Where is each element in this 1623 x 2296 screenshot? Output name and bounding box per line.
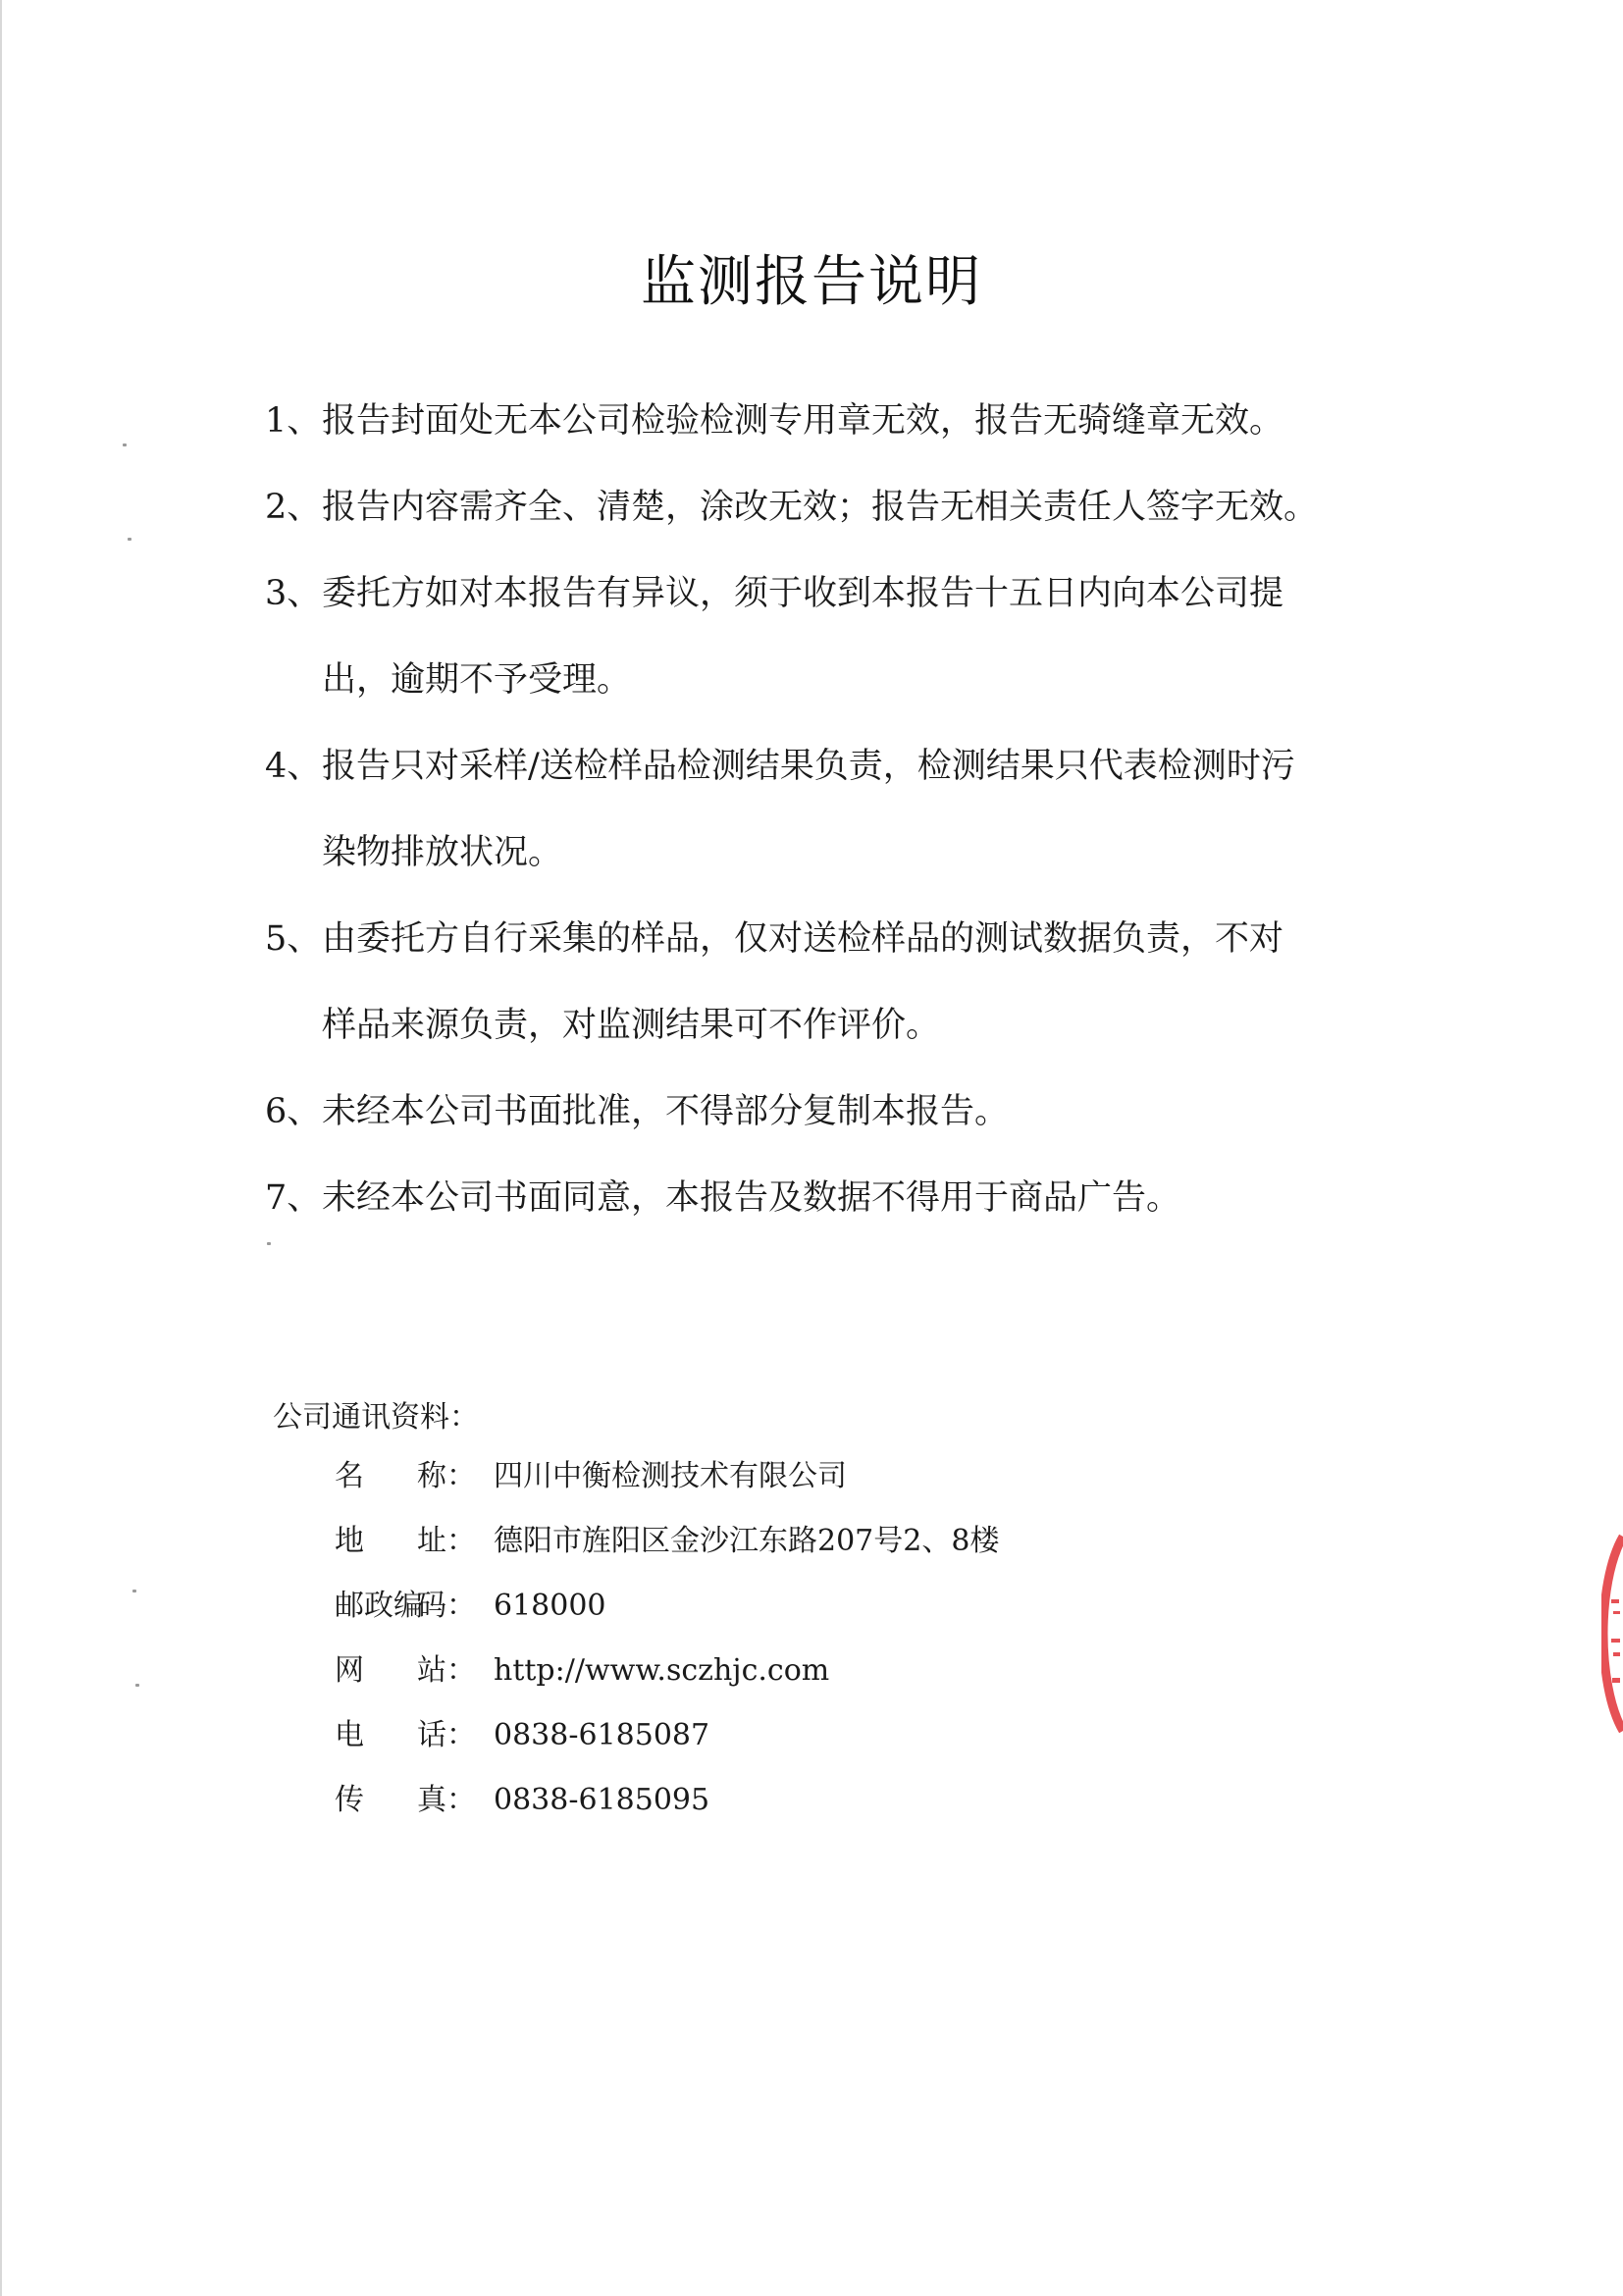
contact-row-phone xyxy=(273,1716,1254,1781)
contact-value-fax: 0838-6185095 xyxy=(494,1783,710,1817)
contact-value-address: 德阳市旌阳区金沙江东路207号2、8楼 xyxy=(494,1524,1000,1558)
contact-label-part: 名 xyxy=(335,1459,364,1493)
note-item xyxy=(265,464,1403,550)
note-item xyxy=(265,896,1403,1069)
note-item xyxy=(265,1155,1403,1241)
scan-speck xyxy=(132,1590,136,1592)
note-number: 7、 xyxy=(265,1178,322,1218)
contact-row-name xyxy=(273,1457,1254,1522)
page-title: 监测报告说明 xyxy=(641,249,982,314)
contact-label-part: 码： xyxy=(417,1589,476,1623)
contact-label-part: 电 xyxy=(335,1718,364,1752)
note-text: 委托方如对本报告有异议，须于收到本报告十五日内向本公司提 xyxy=(322,574,1284,613)
scan-speck xyxy=(267,1242,271,1245)
contact-label-part: 称： xyxy=(417,1459,476,1493)
note-number: 4、 xyxy=(265,747,322,786)
contact-label-part: 传 xyxy=(335,1783,364,1817)
note-item xyxy=(265,723,1403,896)
note-continuation: 出，逾期不予受理。 xyxy=(322,660,632,700)
note-number: 3、 xyxy=(265,574,322,613)
note-number: 5、 xyxy=(265,919,322,959)
contact-label-part: 址： xyxy=(417,1524,476,1558)
contact-value-postcode: 618000 xyxy=(494,1589,606,1623)
contact-label-part: 真： xyxy=(417,1783,476,1817)
contact-label-part: 邮政编 xyxy=(335,1589,423,1623)
note-continuation: 染物排放状况。 xyxy=(322,833,563,872)
contact-value-name: 四川中衡检测技术有限公司 xyxy=(494,1459,847,1493)
note-text: 报告内容需齐全、清楚，涂改无效；报告无相关责任人签字无效。 xyxy=(322,488,1319,527)
page-edge xyxy=(0,0,2,2296)
note-continuation: 样品来源负责，对监测结果可不作评价。 xyxy=(322,1006,941,1045)
contact-label-part: 地 xyxy=(335,1524,364,1558)
note-text: 未经本公司书面同意，本报告及数据不得用于商品广告。 xyxy=(322,1178,1181,1218)
contact-label-part: 话： xyxy=(417,1718,476,1752)
note-text: 由委托方自行采集的样品，仅对送检样品的测试数据负责，不对 xyxy=(322,919,1284,959)
notes-list xyxy=(265,378,1403,1241)
note-number: 1、 xyxy=(265,401,322,441)
contact-label-part: 网 xyxy=(335,1653,364,1688)
note-item xyxy=(265,1069,1403,1155)
seam-stamp-fragment xyxy=(1601,1531,1623,1737)
contact-section xyxy=(273,1398,1254,1846)
contact-row-postcode xyxy=(273,1587,1254,1651)
scan-speck xyxy=(123,444,127,446)
stamp-icon xyxy=(1601,1531,1623,1737)
contact-row-website xyxy=(273,1651,1254,1716)
contact-label-part: 站： xyxy=(417,1653,476,1688)
note-number: 6、 xyxy=(265,1092,322,1131)
scan-speck xyxy=(128,538,131,541)
note-item xyxy=(265,378,1403,464)
note-item xyxy=(265,550,1403,723)
contact-row-address xyxy=(273,1522,1254,1587)
contact-value-website: http://www.sczhjc.com xyxy=(494,1653,830,1688)
contact-value-phone: 0838-6185087 xyxy=(494,1718,710,1752)
note-text: 报告封面处无本公司检验检测专用章无效，报告无骑缝章无效。 xyxy=(322,401,1284,441)
note-text: 报告只对采样/送检样品检测结果负责，检测结果只代表检测时污 xyxy=(322,747,1295,786)
scan-speck xyxy=(135,1684,139,1687)
note-number: 2、 xyxy=(265,488,322,527)
contact-row-fax xyxy=(273,1781,1254,1846)
contact-heading: 公司通讯资料： xyxy=(273,1400,479,1435)
note-text: 未经本公司书面批准，不得部分复制本报告。 xyxy=(322,1092,1010,1131)
